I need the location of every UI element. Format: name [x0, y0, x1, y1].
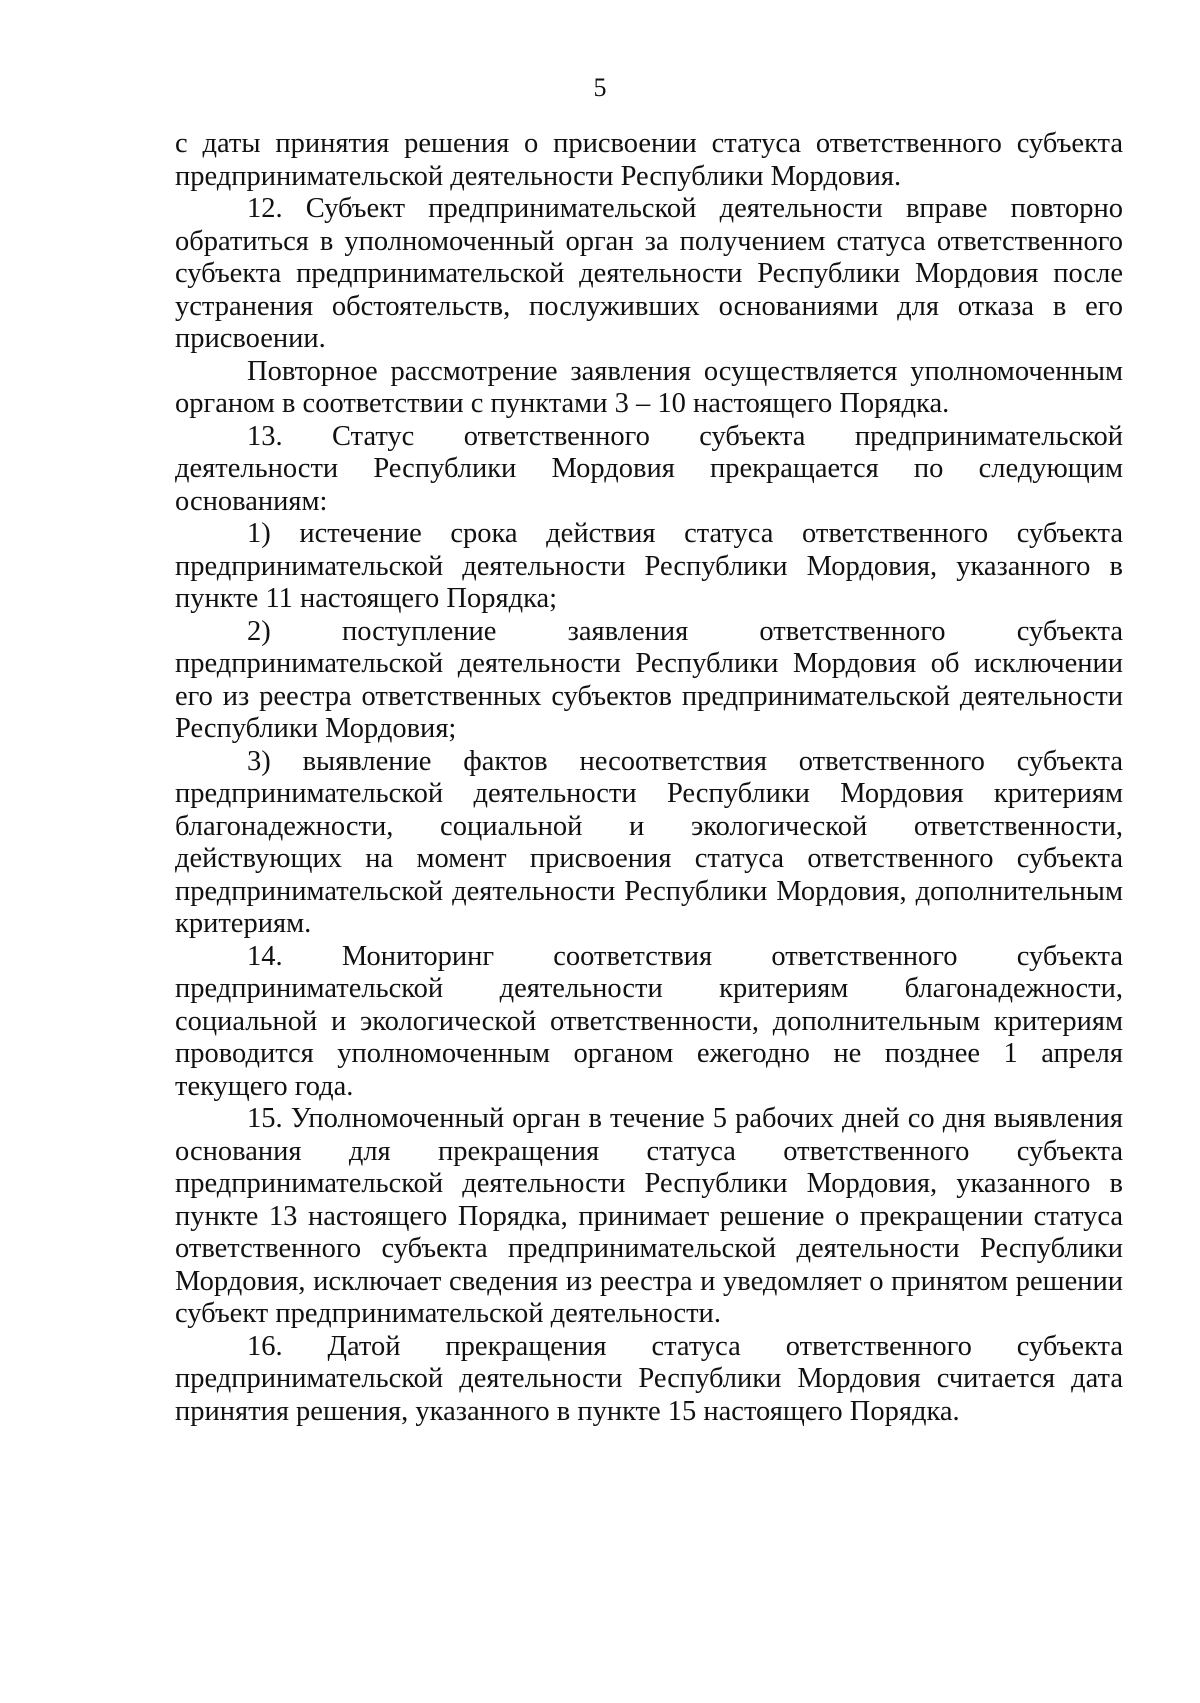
paragraph-13: 13. Статус ответственного субъекта предпринимательской деятельности Республики Мордовия прекращается по следующим основаниям:: [175, 420, 1123, 517]
paragraph-15: 15. Уполномоченный орган в течение 5 рабочих дней со дня выявления основания для прекращения статуса ответственного субъекта предпринимательской деятельности Республики Мордовия, указанного в пункте 13 настоящего Порядка, принимает решение о прекращении статуса ответственного субъекта предпринимательской деятельности Республики Мордовия, исключает сведения из реестра и уведомляет о принятом решении субъект предпринимательской деятельности.: [175, 1103, 1123, 1329]
paragraph-continuation: с даты принятия решения о присвоении статуса ответственного субъекта предпринимательской деятельности Республики Мордовия.: [175, 128, 1123, 192]
document-body: [175, 128, 1123, 1428]
paragraph-12: 12. Субъект предпринимательской деятельности вправе повторно обратиться в уполномоченный орган за получением статуса ответственного субъекта предпринимательской деятельности Республики Мордовия после устранения обстоятельств, послуживших основаниями для отказа в его присвоении.: [175, 193, 1123, 354]
paragraph-14: 14. Мониторинг соответствия ответственного субъекта предпринимательской деятельности критериям благонадежности, социальной и экологической ответственности, дополнительным критериям проводится уполномоченным органом ежегодно не позднее 1 апреля текущего года.: [175, 940, 1123, 1102]
paragraph-16: 16. Датой прекращения статуса ответственного субъекта предпринимательской деятельности Республики Мордовия считается дата принятия решения, указанного в пункте 15 настоящего Порядка.: [175, 1330, 1123, 1427]
page-number: 5: [593, 73, 607, 102]
paragraph-13-item-2: 2) поступление заявления ответственного субъекта предпринимательской деятельности Республики Мордовия об исключении его из реестра ответственных субъектов предпринимательской деятельности Республики Мордовия;: [175, 615, 1123, 744]
paragraph-12-repeat-review: Повторное рассмотрение заявления осуществляется уполномоченным органом в соответствии с пунктами 3 – 10 настоящего Порядка.: [175, 355, 1123, 419]
paragraph-13-item-1: 1) истечение срока действия статуса ответственного субъекта предпринимательской деятельности Республики Мордовия, указанного в пункте 11 настоящего Порядка;: [175, 518, 1123, 614]
paragraph-13-item-3: 3) выявление фактов несоответствия ответственного субъекта предпринимательской деятельности Республики Мордовия критериям благонадежности, социальной и экологической ответственности, действующих на момент присвоения статуса ответственного субъекта предпринимательской деятельности Республики Мордовия, дополнительным критериям.: [175, 745, 1123, 939]
